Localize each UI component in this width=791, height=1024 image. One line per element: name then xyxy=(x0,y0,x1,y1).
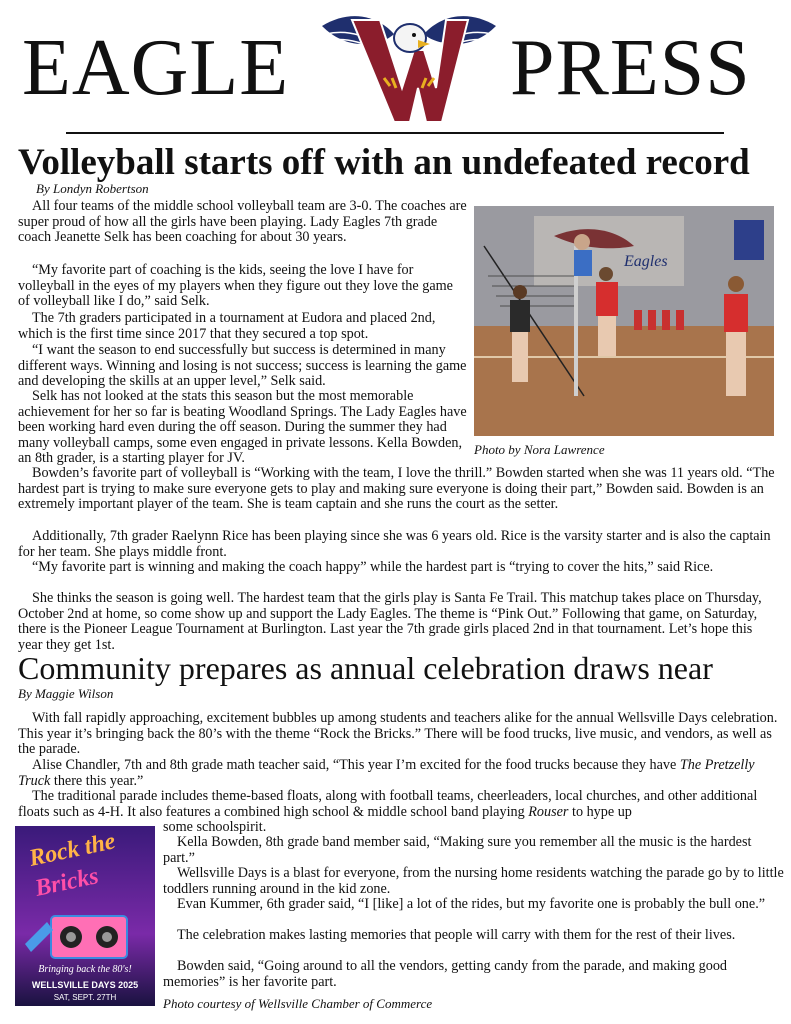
article1-paragraph: Selk has not looked at the stats this season but the most memorable achievement for her so far is beating Woodland Springs. The Lady Eagles have been working hard even during the off season. During the summer they had many volleyball camps, some even engaged in private lessons. Kella Bowden, an 8th grader, is a starting player for JV. xyxy=(18,388,467,466)
article1-photo-caption: Photo by Nora Lawrence xyxy=(474,442,605,457)
article1-paragraph: “My favorite part is winning and making the coach happy” while the hardest part is “trying to cover the hits,” said Rice. xyxy=(32,559,714,575)
article2-photo-caption: Photo courtesy of Wellsville Chamber of Commerce xyxy=(163,996,433,1011)
article2-byline: By Maggie Wilson xyxy=(18,686,114,701)
article1-byline: By Londyn Robertson xyxy=(36,181,149,196)
article1-paragraph: All four teams of the middle school volleyball team are 3-0. The coaches are super proud of how all the girls have been playing. Lady Eagles 7th grade coach Jeanette Selk has been coaching for about 30 years. xyxy=(18,198,467,245)
article2-paragraph: Bowden said, “Going around to all the vendors, getting candy from the parade, and making good memories” is her favorite part. xyxy=(163,958,728,990)
rock-the-bricks-poster-icon xyxy=(15,826,155,1006)
photo-banner-text: Eagles xyxy=(624,253,668,270)
article2-headline: Community prepares as annual celebration draws near xyxy=(18,650,713,686)
article2-paragraph: The traditional parade includes theme-based floats, along with football teams, cheerleaders, local churches, and other additional floats such as 4-H. It also features a combined high school & middle school band playing Rouser to hype up xyxy=(18,788,758,820)
masthead xyxy=(0,0,791,130)
poster-title-line1: Rock the xyxy=(26,828,118,872)
poster-title-line2: Bricks xyxy=(32,863,101,902)
article1-paragraph: The 7th graders participated in a tournament at Eudora and placed 2nd, which is the first time since 2017 that they secured a top spot. xyxy=(18,310,436,342)
article2-paragraph: The celebration makes lasting memories that people will carry with them for the rest of their lives. xyxy=(177,927,736,943)
poster-event: WELLSVILLE DAYS 2025 xyxy=(31,980,139,990)
volleyball-game-image-icon xyxy=(474,206,774,436)
article2-paragraph: Wellsville Days is a blast for everyone, from the nursing home residents watching the parade go by to little toddlers running around in the kid zone. xyxy=(163,865,784,897)
article1-paragraph: “My favorite part of coaching is the kids, seeing the love I have for volleyball in the eyes of my players when they figure out they love the game of volleyball like I do,” said Selk. xyxy=(18,262,453,309)
article2-paragraph: Alise Chandler, 7th and 8th grade math teacher said, “This year I’m excited for the food trucks because they have The Pretzelly Truck there this year.” xyxy=(18,757,755,789)
masthead-left-word: EAGLE xyxy=(22,24,290,112)
article1-paragraph: She thinks the season is going well. The hardest team that the girls play is Santa Fe Trail. This matchup takes place on Thursday, October 2nd at home, so come show up and support the Lady Eagles. The theme is “Pink Out.” Following that game, on Saturday, there is the Pioneer League Tournament at Burlington. Last year the 7th grade girls placed 2nd in that tournament. Let’s hope this year they get 1st. xyxy=(18,590,762,653)
poster-tagline: Bringing back the 80's! xyxy=(38,964,132,975)
article2-paragraph: Kella Bowden, 8th grade band member said, “Making sure you remember all the music is the hardest part.” xyxy=(163,834,752,866)
wellsville-days-poster xyxy=(15,826,155,1006)
article1-headline: Volleyball starts off with an undefeated record xyxy=(18,142,750,183)
eagle-w-logo-icon xyxy=(318,4,500,130)
volleyball-photo xyxy=(474,206,774,436)
article1-paragraph: “I want the season to end successfully but success is determined in many different ways. Winning and losing is not success; success is learning the game and developing the skills at an upper level,” Selk said. xyxy=(18,342,467,389)
article2-paragraph: Evan Kummer, 6th grader said, “I [like] a lot of the rides, but my favorite one is probably the bull one.” xyxy=(177,896,766,912)
article2-paragraph: With fall rapidly approaching, excitement bubbles up among students and teachers alike for the annual Wellsville Days celebration. This year it’s bringing back the 80’s with the theme “Rock the Bricks.” There will be food trucks, live music, and vendors, as well as the parade. xyxy=(18,710,778,757)
poster-date: SAT, SEPT. 27TH xyxy=(53,993,117,1002)
article1-paragraph: Additionally, 7th grader Raelynn Rice has been playing since she was 6 years old. Rice is the varsity starter and is also the captain for her team. She plays middle front. xyxy=(18,528,771,560)
masthead-rule xyxy=(66,132,724,134)
masthead-right-word: PRESS xyxy=(510,24,751,112)
article1-paragraph: Bowden’s favorite part of volleyball is “Working with the team, I love the thrill.” Bowden started when she was 11 years old. “The hardest part is trying to make sure everyone gets to play and making sure everyone is doing their part,” Bowden said. Bowden is an extremely important player of the team. She is team captain and she runs the court as the setter. xyxy=(18,465,775,512)
article2-paragraph-continued: some schoolspirit. xyxy=(163,819,267,835)
